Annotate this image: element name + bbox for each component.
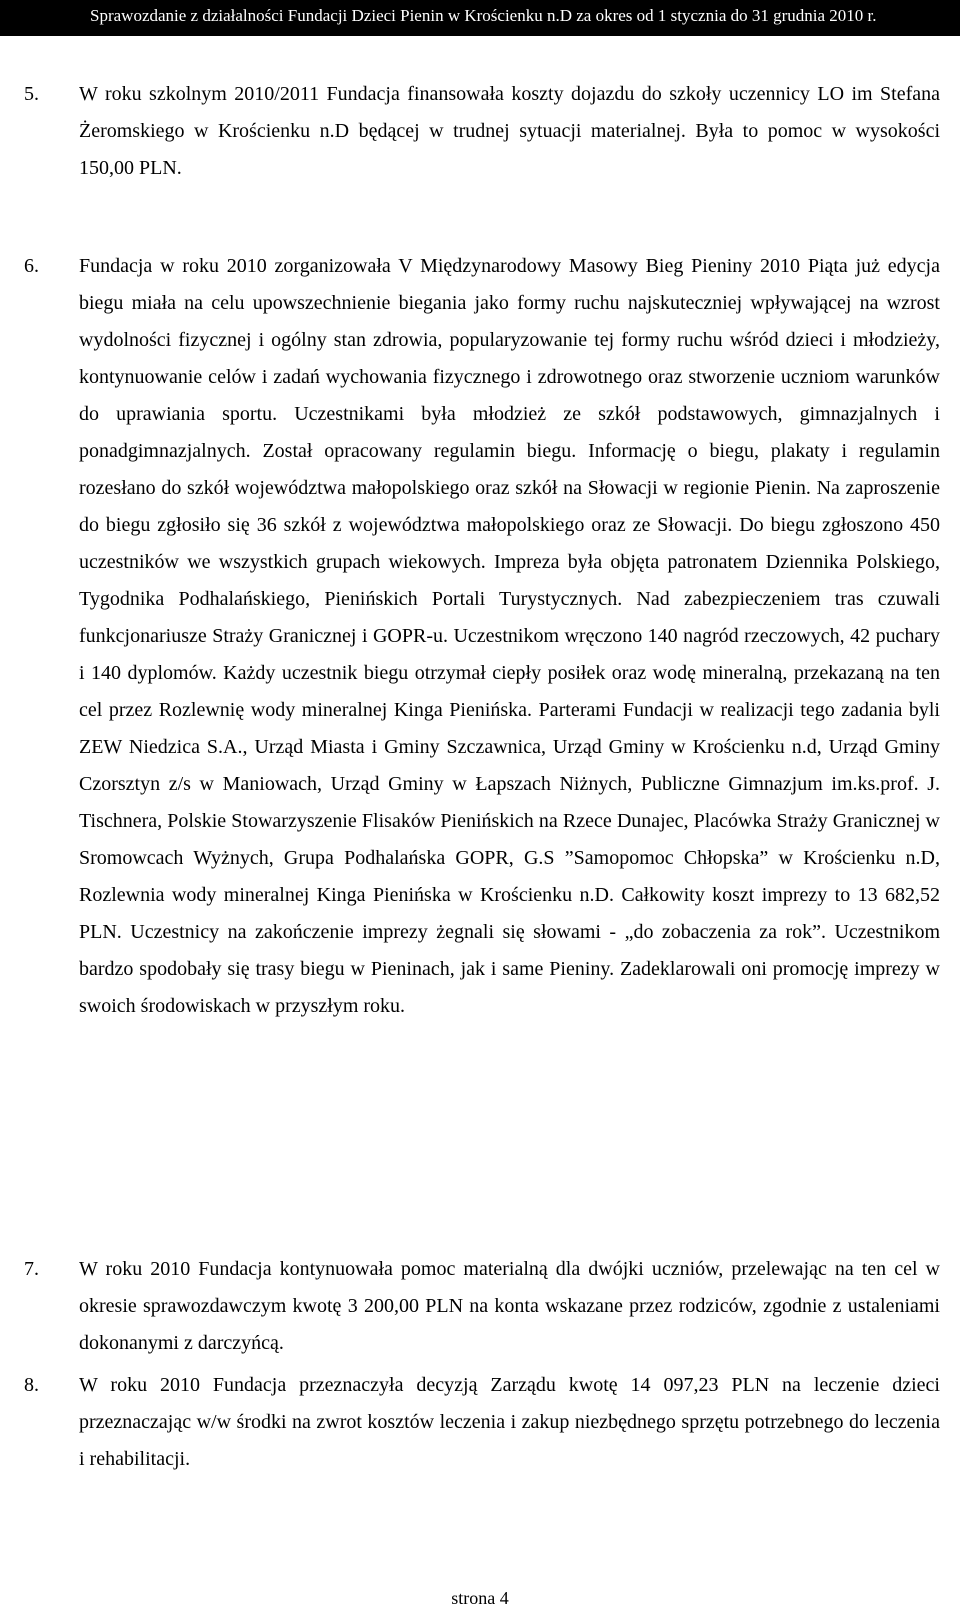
item-number: 7. xyxy=(24,1258,39,1280)
document-header xyxy=(0,0,960,36)
header-title: Sprawozdanie z działalności Fundacji Dzieci Pienin w Krościenku n.D za okres od 1 stycznia do 31 grudnia 2010 r. xyxy=(90,6,877,25)
item-number: 5. xyxy=(24,83,39,105)
list-item xyxy=(24,1251,940,1362)
item-number: 6. xyxy=(24,255,39,277)
item-text: Fundacja w roku 2010 zorganizowała V Międzynarodowy Masowy Bieg Pieniny 2010 Piąta już edycja biegu miała na celu upowszechnienie biegania jako formy ruchu najskuteczniej wpływającej na wzrost wydolności fizycznej i ogólny stan zdrowia, popularyzowanie tej formy ruchu wśród dzieci i młodzieży, kontynuowanie celów i zadań wychowania fizycznego i zdrowotnego oraz stworzenie uczniom warunków do uprawiania sportu. Uczestnikami była młodzież ze szkół podstawowych, gimnazjalnych i ponadgimnazjalnych. Został opracowany regulamin biegu. Informację o biegu, plakaty i regulamin rozesłano do szkół województwa małopolskiego oraz szkół na Słowacji w regionie Pienin. Na zaproszenie do biegu zgłosiło się 36 szkół z województwa małopolskiego oraz ze Słowacji. Do biegu zgłoszono 450 uczestników we wszystkich grupach wiekowych. Impreza była objęta patronatem Dziennika Polskiego, Tygodnika Podhalańskiego, Pienińskich Portali Turystycznych. Nad zabezpieczeniem tras czuwali funkcjonariusze Straży Granicznej i GOPR-u. Uczestnikom wręczono 140 nagród rzeczowych, 42 puchary i 140 dyplomów. Każdy uczestnik biegu otrzymał ciepły posiłek oraz wodę mineralną, przekazaną na ten cel przez Rozlewnię wody mineralnej Kinga Pienińska. Parterami Fundacji w realizacji tego zadania byli ZEW Niedzica S.A., Urząd Miasta i Gminy Szczawnica, Urząd Gminy w Krościenku n.d, Urząd Gminy Czorsztyn z/s w Maniowach, Urząd Gminy w Łapszach Niżnych, Publiczne Gimnazjum im.ks.prof. J. Tischnera, Polskie Stowarzyszenie Flisaków Pienińskich na Rzece Dunajec, Placówka Straży Granicznej w Sromowcach Wyżnych, Grupa Podhalańska GOPR, G.S ”Samopomoc Chłopska” w Krościenku n.D, Rozlewnia wody mineralnej Kinga Pienińska w Krościenku n.D. Całkowity koszt imprezy to 13 682,52 PLN. Uczestnicy na zakończenie imprezy żegnali się słowami - „do zobaczenia za rok”. Uczestnikom bardzo spodobały się trasy biegu w Pieninach, jak i same Pieniny. Zadeklarowali oni promocję imprezy w swoich środowiskach w przyszłym roku. xyxy=(79,255,940,1017)
list-item xyxy=(24,1367,940,1478)
page-number: strona 4 xyxy=(451,1588,509,1608)
item-text: W roku 2010 Fundacja kontynuowała pomoc materialną dla dwójki uczniów, przelewając na ten cel w okresie sprawozdawczym kwotę 3 200,00 PLN na konta wskazane przez rodziców, zgodnie z ustaleniami dokonanymi z darczyńcą. xyxy=(79,1258,940,1354)
item-number: 8. xyxy=(24,1374,39,1396)
item-text: W roku szkolnym 2010/2011 Fundacja finansowała koszty dojazdu do szkoły uczennicy LO im Stefana Żeromskiego w Krościenku n.D będącej w trudnej sytuacji materialnej. Była to pomoc w wysokości 150,00 PLN. xyxy=(79,83,940,179)
list-item xyxy=(24,76,940,187)
list-item xyxy=(24,248,940,1025)
item-text: W roku 2010 Fundacja przeznaczyła decyzją Zarządu kwotę 14 097,23 PLN na leczenie dzieci przeznaczając w/w środki na zwrot kosztów leczenia i zakup niezbędnego sprzętu potrzebnego do leczenia i rehabilitacji. xyxy=(79,1374,940,1470)
